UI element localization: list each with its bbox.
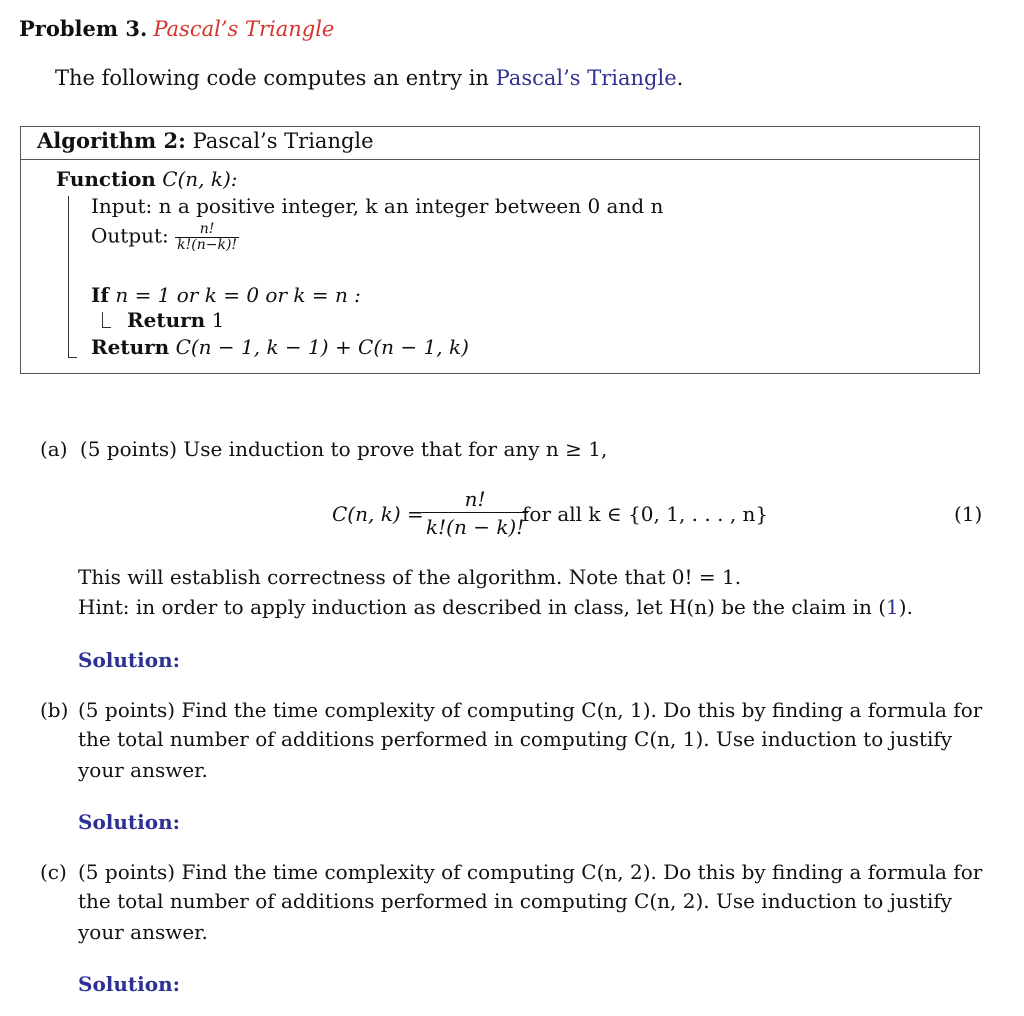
if-keyword: If: [91, 283, 109, 307]
equation-ref-link[interactable]: 1: [886, 595, 899, 619]
part-b-solution: Solution:: [78, 810, 181, 834]
part-c-line3: your answer.: [78, 920, 208, 944]
part-c-line1: (5 points) Find the time complexity of computing C(n, 2). Do this by finding a formula for: [78, 860, 983, 884]
part-c-solution: Solution:: [78, 972, 181, 996]
output-label: Output:: [91, 223, 169, 248]
return-inner-line: [127, 308, 224, 332]
part-b-line1: (5 points) Find the time complexity of computing C(n, 1). Do this by finding a formula for: [78, 698, 983, 722]
intro-link[interactable]: Pascal’s Triangle: [495, 66, 677, 90]
if-body-bar: [102, 312, 103, 328]
problem-label: Problem 3.: [19, 16, 148, 41]
algorithm-label: Algorithm 2:: [37, 128, 186, 153]
part-b-line3: your answer.: [78, 758, 208, 782]
intro-after: .: [676, 66, 684, 90]
function-body-end: [68, 357, 77, 358]
part-a-line2: [78, 595, 913, 619]
function-signature: C(n, k):: [162, 167, 238, 191]
input-line: [91, 194, 663, 218]
function-body-bar: [68, 196, 69, 358]
equation-rhs: for all k ∈ {0, 1, . . . , n}: [522, 502, 769, 526]
equation-lhs: C(n, k) =: [332, 502, 424, 526]
part-a-header: [40, 437, 607, 461]
return-keyword: Return: [127, 308, 206, 332]
input-text: n a positive integer, k an integer between 0 and n: [158, 194, 664, 218]
part-a-hint: Hint: in order to apply induction as described in class, let H(n) be the claim in (: [78, 595, 887, 619]
if-line: [91, 283, 361, 307]
return-outer-line: [91, 335, 469, 359]
output-denominator: k!(n−k)!: [177, 236, 238, 253]
equation-denominator: k!(n − k)!: [422, 512, 528, 541]
function-line: [56, 167, 238, 191]
return-inner-value: 1: [211, 308, 225, 332]
problem-title: Pascal’s Triangle: [153, 17, 335, 41]
part-b-line2: the total number of additions performed in computing C(n, 1). Use induction to justify: [78, 727, 953, 751]
if-body-end: [102, 327, 111, 328]
output-numerator: n!: [199, 221, 215, 237]
part-a-label: (a): [40, 437, 68, 461]
equation-fraction: [422, 486, 528, 541]
part-c-line2: the total number of additions performed in computing C(n, 2). Use induction to justify: [78, 889, 953, 913]
return-outer-expression: C(n − 1, k − 1) + C(n − 1, k): [175, 335, 469, 359]
part-a-line1: This will establish correctness of the algorithm. Note that 0! = 1.: [78, 565, 742, 589]
function-keyword: Function: [56, 167, 156, 191]
algorithm-title: Pascal’s Triangle: [192, 129, 374, 153]
return-outer-keyword: Return: [91, 335, 170, 359]
output-fraction: [175, 222, 239, 252]
part-a-hint-end: ).: [898, 595, 913, 619]
part-a-solution: Solution:: [78, 648, 181, 672]
equation-number: (1): [954, 502, 983, 526]
problem-header: [19, 16, 334, 41]
part-b-label: (b): [40, 698, 69, 722]
input-label: Input:: [91, 194, 153, 218]
intro-text: [55, 66, 683, 90]
if-condition: n = 1 or k = 0 or k = n :: [115, 283, 361, 307]
intro-before: The following code computes an entry in: [55, 66, 496, 90]
part-a-text: (5 points) Use induction to prove that for any n ≥ 1,: [79, 437, 608, 461]
output-line: [91, 222, 239, 252]
algorithm-header: [21, 127, 979, 160]
equation-numerator: n!: [464, 487, 486, 511]
part-c-label: (c): [40, 860, 67, 884]
